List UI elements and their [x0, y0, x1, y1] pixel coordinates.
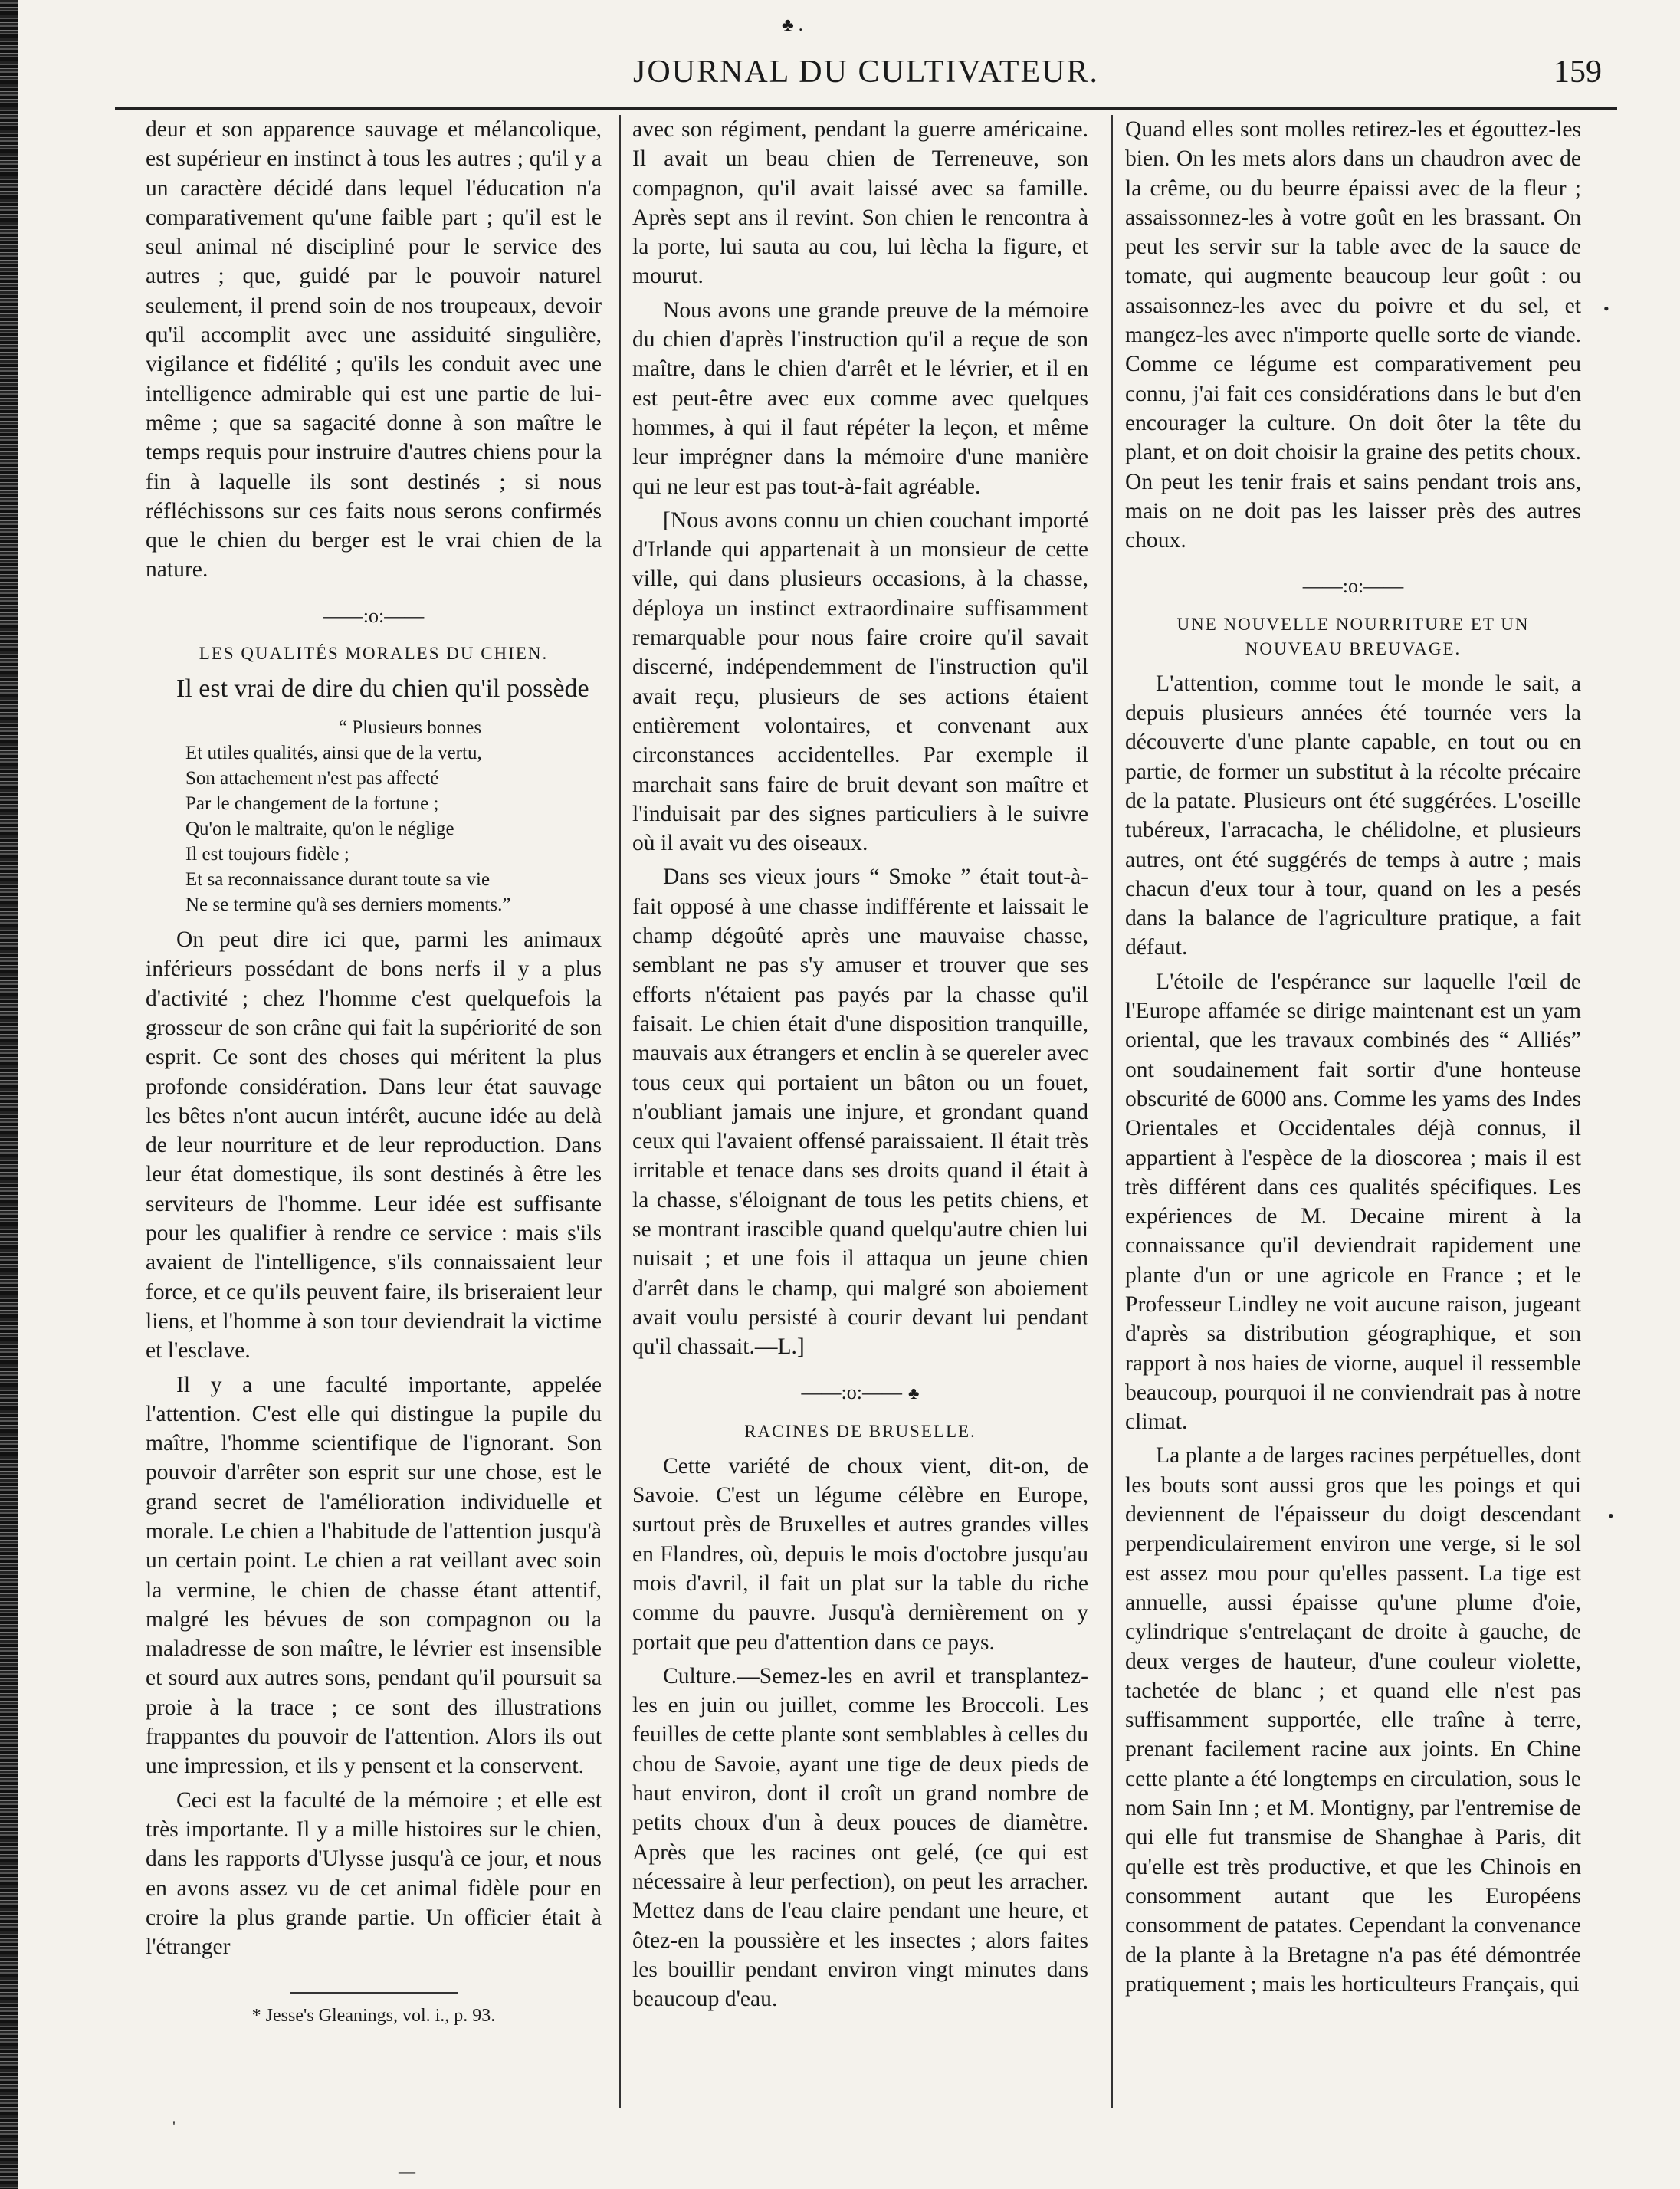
book-spine-edge	[0, 0, 18, 2189]
verse-line: Son attachement n'est pas affecté	[185, 768, 439, 789]
section-separator: ——:o:——	[1302, 575, 1404, 598]
margin-dot: •	[1608, 1506, 1614, 1525]
header-ornament: ♣ .	[782, 15, 803, 35]
paragraph: L'attention, comme tout le monde le sait, a depuis plusieurs années été tournée vers la découverte d'une plante capable, en tout ou en partie, de former un substitut à la récolte précaire de la patate. Plusieurs ont été suggérées. L'oseille tubéreux, l'arracacha, le chélidolne, et plusieurs autres, ont été suggérés de temps à autre ; mais chacun d'eux tour à tour, quand on les a pesés dans la balance de l'agriculture pratique, a fait défaut.	[1125, 671, 1581, 960]
paragraph: Quand elles sont molles retirez-les et égouttez-les bien. On les mets alors dans un chaudron avec de la crême, ou du beurre épaissi avec de la fleur ; assaissonnez-les à votre goût en les brassant. On peut les servir sur la table avec de la sauce de tomate, qui augmente beaucoup leur goût : ou assaisonnez-les avec du poivre et du sel, et mangez-les avec n'importe quelle sorte de viande. Comme ce légume est comparativement peu connu, j'ai fait ces considérations dans le but d'en encourager la culture. On doit ôter la tête du plant, et on doit choisir la graine des petits choux. On peut les tenir frais et sains pendant trois ans, mais on ne doit pas les laisser près des autres choux.	[1125, 117, 1581, 553]
column-rule-right	[1111, 115, 1113, 2108]
page-number: 159	[1554, 54, 1602, 90]
margin-dot: •	[1603, 299, 1609, 318]
paragraph: Nous avons une grande preuve de la mémoire du chien d'après l'instruction qu'il a reçue de son maître, dans le chien d'arrêt et le lévrier, et il en est peut-être avec eux comme avec quelques hommes, à qui il faut répéter la leçon, et même leur imprégner dans la mémoire d'une manière qui ne leur est pas tout-à-fait agréable.	[632, 297, 1088, 499]
paragraph: Il y a une faculté importante, appelée l'attention. C'est elle qui distingue la pupile du maître, l'homme scientifique de l'ignorant. Son pouvoir d'arrêter son esprit sur une chose, est le grand secret de l'amélioration individuelle et morale. Le chien a l'habitude de l'attention jusqu'à un certain point. Le chien a rat veillant avec soin la vermine, le chien de chasse étant attentif, malgré les bévues de son compagnon ou la maladresse de son maître, le lévrier est insensible et sourd aux autres sons, pendant qu'il poursuit sa proie à la trace ; ce sont des illustrations frappantes du pouvoir de l'attention. Alors ils out une impression, et ils y pensent et la conservent.	[146, 1372, 602, 1779]
verse-line: Qu'on le maltraite, qu'on le néglige	[185, 819, 454, 840]
margin-mark: '	[172, 2117, 176, 2136]
footnote-rule	[290, 1992, 458, 1994]
paragraph: Culture.—Semez-les en avril et transplantez-les en juin ou juillet, comme les Broccoli. Les feuilles de cette plante sont semblables à celles du chou de Savoie, ayant une tige de deux pieds de haut environ, dont il croît un grand nombre de petits choux d'un à deux pouces de diamètre. Après que les racines ont gelé, (ce qui est nécessaire à leur perfection), on peut les arracher. Mettez dans de l'eau claire pendant une heure, et ôtez-en la poussière et les insectes ; alors faites les bouillir pendant environ vingt minutes dans beaucoup d'eau.	[632, 1663, 1088, 2012]
verse-line: Par le changement de la fortune ;	[185, 793, 439, 815]
article-title: RACINES DE BRUSELLE.	[744, 1421, 976, 1441]
separator-text: ——:o:——	[801, 1381, 902, 1404]
column-right	[1125, 115, 1581, 2004]
paragraph: La plante a de larges racines perpétuelles, dont les bouts sont aussi gros que les poings et qui deviennent de l'épaisseur du doigt descendant perpendiculairement environ une verge, si le sol est assez mou pour qu'elles passent. La tige est annuelle, aussi épaisse qu'une plume d'oie, cylindrique s'entrelaçant de droite à gauche, de deux verges de hauteur, d'une couleur violette, tachetée de blanc ; et quand elle n'est pas suffisamment supportée, elle traîne à terre, prenant facilement racine aux joints. En Chine cette plante a été longtemps en circulation, sous le nom Sain Inn ; et M. Montigny, par l'entremise de qui elle fut transmise de Shanghae à Paris, dit qu'elle est très productive, et que les Chinois en consomment autant que les Européens consomment de patates. Cependant la convenance de la plante à la Bretagne n'a pas été démontrée pratiquement ; mais les horticulteurs Français, qui	[1125, 1443, 1581, 1997]
separator-ornament-icon: ♣	[908, 1383, 920, 1403]
verse-line: Il est toujours fidèle ;	[185, 844, 349, 865]
section-separator	[632, 1378, 1088, 1408]
paragraph: deur et son apparence sauvage et mélancolique, est supérieur en instinct à tous les autres ; qu'il y a un caractère décidé dans lequel l'éducation n'a comparativement qu'une faible part ; qu'il est le seul animal né discipliné pour le service des autres ; que, guidé par le pouvoir naturel seulement, il prend soin de nos troupeaux, devoir qu'il accomplit avec une assiduité singulière, vigilance et fidélité ; qu'ils les conduit avec une intelligence admirable qui est une partie de lui-même ; que sa sagacité donne à son maître le temps requis pour instruire d'autres chiens pour la fin à laquelle ils sont destinés ; si nous réfléchissons sur ces faits nous serons confirmés que le chien du berger est le vrai chien de la nature.	[146, 117, 602, 583]
paragraph: Ceci est la faculté de la mémoire ; et elle est très importante. Il y a mille histoires sur le chien, dans les rapports d'Ulysse jusqu'à ce jour, et nous en avons assez vu de cet animal fidèle pour en croire la plus grande partie. Un officier était à l'étranger	[146, 1787, 602, 1960]
column-rule-left	[619, 115, 621, 2108]
page-header	[130, 15, 1602, 101]
article-title: LES QUALITÉS MORALES DU CHIEN.	[199, 644, 549, 664]
paragraph: Dans ses vieux jours “ Smoke ” était tout-à-fait opposé à une chasse indifférente et laissait le champ dégoûté après une mauvaise chasse, semblant ne pas s'y amuser et trouver que ses efforts n'étaient pas payés par la chasse qu'il faisait. Le chien était d'une disposition tranquille, mauvais aux étrangers et enclin à se quereler avec tous ceux qui portaient un bâton ou un fouet, n'oubliant jamais une injure, et grondant quand ceux qui l'avaient offensé paraissaient. Il était très irritable et tenace dans ses droits quand il était à la chasse, s'éloignant de tous les petits chiens, et se montrant irascible quand quelqu'autre chien lui nuisait ; et une fois il attaqua un jeune chien d'arrêt dans le champ, qui malgré son aboiement avait voulu persisté à courir devant lui pendant qu'il chassait.—L.]	[632, 865, 1088, 1360]
column-left	[146, 115, 602, 2031]
paragraph: [Nous avons connu un chien couchant importé d'Irlande qui appartenait à un monsieur de cette ville, qui dans plusieurs occasions, à la chasse, déploya un instinct extraordinaire suffisamment remarquable pour nous faire croire qu'il savait discerné, indépendemment de l'instruction qu'il avait reçu, plusieurs de ses actions étaient entièrement volontaires, et convenant aux circonstances accidentelles. Par exemple il marchait sans faire de bruit devant son maître et l'induisait par des signes particuliers à le suivre où il avait vu des oiseaux.	[632, 507, 1088, 856]
article-title: UNE NOUVELLE NOURRITURE ET UN NOUVEAU BREUVAGE.	[1176, 614, 1530, 658]
verse-line: Et utiles qualités, ainsi que de la vertu,	[185, 743, 482, 764]
verse-line: Et sa reconnaissance durant toute sa vie	[185, 869, 491, 891]
lead-sentence: Il est vrai de dire du chien qu'il possède	[176, 674, 589, 704]
running-title: JOURNAL DU CULTIVATEUR.	[633, 54, 1099, 90]
paragraph: On peut dire ici que, parmi les animaux inférieurs possédant de bons nerfs il y a plus d'activité ; chez l'homme c'est quelquefois la grosseur de son crâne qui fait la supériorité de son esprit. Ce sont des choses qui méritent la plus profonde considération. Dans leur état sauvage les bêtes n'ont aucun intérêt, aucune idée au delà de leur nourriture et de leur reproduction. Dans leur état domestique, ils sont destinés à être les serviteurs de l'homme. Leur idée est suffisante pour les qualifier à rendre ce service : mais s'ils avaient de l'intelligence, s'ils connaissaient leur force, et ce qu'ils peuvent faire, ils briseraient leur liens, et l'homme à son tour deviendrait la victime et l'esclave.	[146, 927, 602, 1364]
footnote: * Jesse's Gleanings, vol. i., p. 93.	[251, 2006, 496, 2027]
verse-quote	[185, 715, 602, 917]
verse-line: “ Plusieurs bonnes	[339, 717, 482, 739]
paragraph: L'étoile de l'espérance sur laquelle l'œil de l'Europe affamée se dirige maintenant est un yam oriental, que les travaux combinés des “ Alliés” ont soudainement fait sortir d'une honteuse obscurité de 6000 ans. Comme les yams des Indes Orientales et Occidentales déjà connus, il appartient à l'espèce de la dioscorea ; mais il est très différent dans ces qualités spécifiques. Les expériences de M. Decaine mirent à la connaissance qu'il deviendrait rapidement une plante d'un or une agricole en France ; et le Professeur Lindley ne voit aucune raison, jugeant d'après sa distribution géographique, et son rapport à nos haies de viorne, auquel il ressemble beaucoup, pourquoi il ne conviendrait pas à notre climat.	[1125, 969, 1581, 1435]
column-middle	[632, 115, 1088, 2018]
paragraph: avec son régiment, pendant la guerre américaine. Il avait un beau chien de Terreneuve, son compagnon, qu'il avait laissé avec sa famille. Après sept ans il revint. Son chien le rencontra à la porte, lui sauta au cou, lui lècha la figure, et mourut.	[632, 117, 1088, 289]
header-rule	[115, 107, 1617, 110]
paragraph: Cette variété de choux vient, dit-on, de Savoie. C'est un légume célèbre en Europe, surtout près de Bruxelles et autres grandes villes en Flandres, où, depuis le mois d'octobre jusqu'au mois d'avril, il fait un plat sur la table du riche comme du pauvre. Jusqu'à dernièrement on y portait que peu d'attention dans ce pays.	[632, 1453, 1088, 1655]
section-separator: ——:o:——	[323, 604, 425, 627]
verse-line: Ne se termine qu'à ses derniers moments.”	[185, 894, 511, 916]
margin-mark: —	[399, 2161, 415, 2181]
